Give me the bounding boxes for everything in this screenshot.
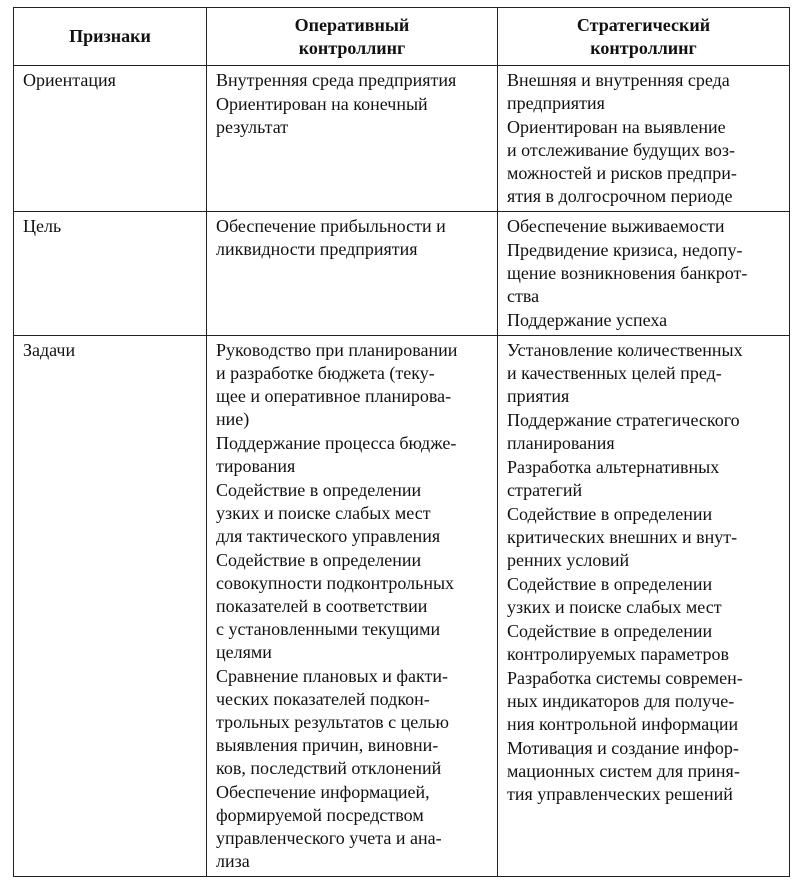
cell-item [507, 309, 783, 332]
cell-text-line: Обеспечение информацией, [216, 782, 430, 802]
cell-item [507, 620, 783, 666]
cell-text-line: приятия [507, 386, 570, 406]
header-strategic [498, 8, 790, 66]
cell-item [507, 215, 783, 238]
cell-text-line: Предвидение кризиса, недопу- [507, 240, 743, 260]
table-row-orientation [14, 66, 790, 212]
cell-text-line: совокупности подконтрольных [216, 573, 455, 593]
cell-item [507, 409, 783, 455]
cell-text-line: контролируемых параметров [507, 644, 730, 664]
cell-text-line: результат [216, 117, 289, 137]
header-line: контроллинг [298, 37, 406, 58]
cell-text-line: Поддержание успеха [507, 310, 668, 330]
cell-text-line: целями [216, 642, 272, 662]
cell-text-line: ликвидности предприятия [216, 239, 418, 259]
cell-text-line: предприятия [507, 93, 605, 113]
cell-item [216, 479, 491, 548]
cell-text-line: ренних условий [507, 550, 630, 570]
cell-item [507, 69, 783, 115]
cell-text-line: лиза [216, 851, 250, 871]
header-row [14, 8, 790, 66]
cell-item [216, 215, 491, 261]
cell-text-line: критических внешних и внут- [507, 527, 738, 547]
criterion-cell: Задачи [14, 336, 207, 877]
cell-text-line: Поддержание процесса бюдже- [216, 433, 457, 453]
cell-item [507, 456, 783, 502]
cell-item [216, 549, 491, 664]
cell-item [216, 781, 491, 873]
criterion-cell: Ориентация [14, 66, 207, 212]
cell-text-line: тирования [216, 456, 296, 476]
cell-item [216, 665, 491, 780]
cell-item [507, 116, 783, 208]
cell-text-line: Содействие в определении [507, 574, 713, 594]
cell-item [507, 239, 783, 308]
cell-text-line: ятия в долгосрочном периоде [507, 186, 733, 206]
table-row-goal [14, 212, 790, 336]
cell-text-line: Разработка альтернативных [507, 457, 720, 477]
cell-text-line: ние) [216, 409, 250, 429]
cell-item [216, 93, 491, 139]
cell-item [507, 667, 783, 736]
operational-cell [207, 336, 498, 877]
cell-text-line: Содействие в определении [507, 504, 713, 524]
cell-text-line: Обеспечение прибыльности и [216, 216, 446, 236]
cell-text-line: и разработке бюджета (теку- [216, 363, 435, 383]
cell-text-line: формируемой посредством [216, 805, 424, 825]
cell-text-line: планирования [507, 433, 615, 453]
header-operational [207, 8, 498, 66]
cell-item [507, 737, 783, 806]
cell-text-line: Ориентирован на конечный [216, 94, 428, 114]
header-line: Признаки [69, 26, 151, 46]
cell-text-line: Установление количественных [507, 340, 743, 360]
cell-text-line: показателей в соответствии [216, 596, 428, 616]
cell-item [507, 339, 783, 408]
header-criteria [14, 8, 207, 66]
cell-text-line: ства [507, 286, 540, 306]
cell-text-line: стратегий [507, 480, 583, 500]
cell-text-line: Ориентирован на выявление [507, 117, 726, 137]
cell-text-line: выявления причин, виновни- [216, 735, 439, 755]
cell-item [216, 432, 491, 478]
cell-text-line: щее и оперативное планирова- [216, 386, 452, 406]
cell-text-line: трольных результатов с целью [216, 712, 449, 732]
cell-text-line: Сравнение плановых и факти- [216, 666, 448, 686]
cell-text-line: Руководство при планировании [216, 340, 458, 360]
cell-text-line: узких и поиске слабых мест [216, 503, 431, 523]
cell-text-line: ков, последствий отклонений [216, 758, 442, 778]
cell-text-line: Мотивация и создание инфор- [507, 738, 739, 758]
cell-text-line: мационных систем для приня- [507, 761, 740, 781]
cell-text-line: с установленными текущими [216, 619, 441, 639]
cell-text-line: Внешняя и внутренняя среда [507, 70, 730, 90]
cell-text-line: тия управленческих решений [507, 784, 733, 804]
cell-item [216, 69, 491, 92]
cell-text-line: Содействие в определении [216, 550, 422, 570]
cell-text-line: ных индикаторов для получе- [507, 691, 735, 711]
criterion-cell: Цель [14, 212, 207, 336]
table-row-tasks [14, 336, 790, 877]
strategic-cell [498, 66, 790, 212]
cell-text-line: щение возникновения банкрот- [507, 263, 748, 283]
cell-text-line: и отслеживание будущих воз- [507, 140, 735, 160]
operational-cell [207, 66, 498, 212]
cell-text-line: для тактического управления [216, 526, 441, 546]
cell-text-line: ния контрольной информации [507, 714, 739, 734]
cell-text-line: управленческого учета и ана- [216, 828, 442, 848]
cell-text-line: Содействие в определении [507, 621, 713, 641]
cell-item [507, 573, 783, 619]
operational-cell [207, 212, 498, 336]
cell-item [507, 503, 783, 572]
cell-text-line: можностей и рисков предпри- [507, 163, 737, 183]
strategic-cell [498, 336, 790, 877]
cell-text-line: и качественных целей пред- [507, 363, 722, 383]
header-line: контроллинг [590, 37, 697, 58]
cell-text-line: узких и поиске слабых мест [507, 597, 722, 617]
cell-text-line: Внутренняя среда предприятия [216, 70, 457, 90]
cell-text-line: Поддержание стратегического [507, 410, 740, 430]
cell-text-line: Разработка системы современ- [507, 668, 743, 688]
comparison-table [13, 7, 790, 877]
cell-text-line: Обеспечение выживаемости [507, 216, 725, 236]
cell-text-line: Содействие в определении [216, 480, 422, 500]
header-line: Оперативный [294, 14, 410, 35]
cell-text-line: ческих показателей подкон- [216, 689, 430, 709]
cell-item [216, 339, 491, 431]
strategic-cell [498, 212, 790, 336]
header-line: Стратегический [576, 14, 711, 35]
